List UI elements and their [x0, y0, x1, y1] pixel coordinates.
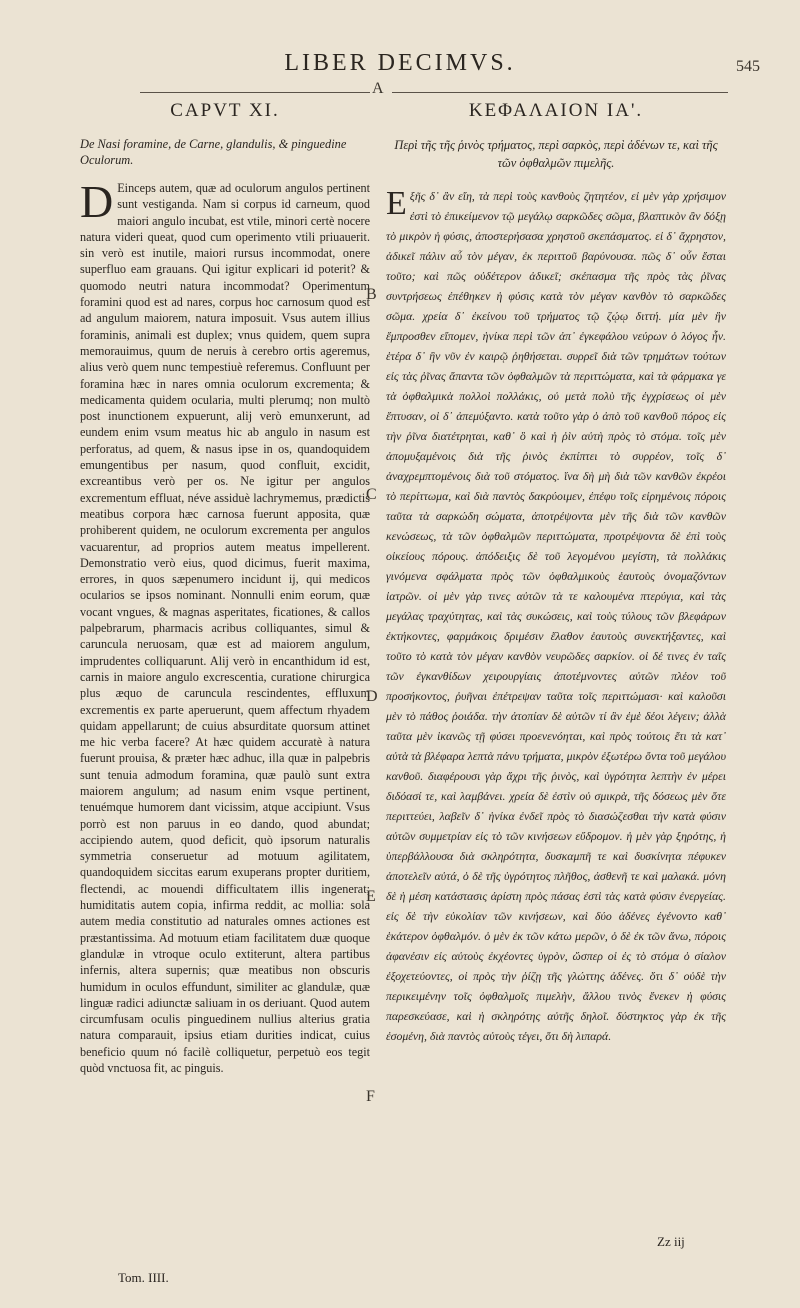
greek-dropcap: Ε: [386, 185, 407, 222]
greek-body-text: ξῆς δ᾽ ἂν εἴη, τὰ περὶ τοὺς κανθοὺς ζητητέον, εἰ μὲν γὰρ χρήσιμον ἐστὶ τὸ ἐπικείμενον τῷ μεγάλῳ σαρκῶδες σῶμα, βλαπτικὸν ἂν δόξῃ τὸ μικρὸν ἡ φύσις, ἀποστερήσασα χρηστοῦ σκεπάσματος. εἰ δ᾽ ἄχρηστον, ἀδικεῖ πάλιν αὖ τὸν μέγαν, ἐκ περιττοῦ βαρύνουσα. πῶς δ᾽ οὖν ἔσται τοῦτο; καὶ πῶς οὐδέτερον ἀδικεῖ; σκέπασμα τῆς πρὸς τὰς ῥῖνας συντρήσεως ἐπέθηκεν ἡ φύσις κατὰ τὸν μέγαν κανθὸν τὸ σαρκῶδες σῶμα. χρεία δ᾽ ἐκείνου τοῦ τρήματος τῷ ζῴῳ διττή. μία μὲν ἣν ἔμπροσθεν εἴπομεν, ἡνίκα περὶ τῶν ἀπ᾽ ἐγκεφάλου νεύρων ὁ λόγος ἦν. ἑτέρα δ᾽ ἣν νῦν ἐν καιρῷ ῥηθήσεται. συρρεῖ διὰ τῶν τρημάτων τούτων εἰς τὰς ῥῖνας ἅπαντα τῶν ὀφθαλμῶν τὰ περιττώματα, καὶ τὰ φάρμακα γε τὰ ὀφθαλμικὰ πολλοὶ πολλάκις, οὐ μετὰ πολὺ τῆς ἐγχρίσεως οἱ μὲν ἔπτυσαν, οἱ δ᾽ ἀπεμύξαντο. κατὰ τοῦτο γὰρ ὁ ἀπὸ τοῦ κανθοῦ πόρος εἰς τὴν ῥῖνα διατέτρηται, καθ᾽ ὃ καὶ ἡ ῥὶν αὐτὴ πρὸς τὸ στόμα. τοῖς μὲν ἀπομυξαμένοις διὰ τῆς ῥινὸς ἐκπίπτει τὸ συρρέον, τοῖς δ᾽ ἀναχρεμπτομένοις διὰ τοῦ στόματος. ἵνα δὴ μὴ διὰ τῶν κανθῶν ἐκρέοι τὸ περίττωμα, καὶ διὰ παντὸς δακρύοιμεν, ἐπέφυ τοῖς εἰρημένοις πόροις ταῦτα τὰ σαρκώδη σώματα, ἀποτρέψοντα μὲν τῆς διὰ τῶν κανθῶν κενώσεως, τὰ τῶν ὀφθαλμῶν περιττώματα, προτρέψοντα δὲ ἐπὶ τοὺς οἰκείους πόρους. ἀπόδειξις δὲ τοῦ λεγομένου μεγίστη, τὰ πολλάκις γινόμενα σφάλματα πρὸς τῶν ὀφθαλμικοὺς ἑαυτοὺς ὀνομαζόντων ἰατρῶν. οἱ μὲν γὰρ τινες αὐτῶν τὰ τε καλουμένα πτερύγια, καὶ τὰς μεγάλας τραχύτητας, καὶ τὰς συκώσεις, καὶ τοὺς τύλους τῶν βλεφάρων ἐκτήκοντες, φαρμάκοις δριμέσιν ἔλαθον ἑαυτοὺς συνεκτήξαντες, καὶ τοῦτο τὸ κατὰ τὸν μέγαν κανθὸν νευρῶδες σαρκίον. οἱ δέ τινες ἐν ταῖς τῶν ἐγκανθίδων χειρουργίαις ἀποτέμνοντες αὐτῶν πλέον τοῦ προσήκοντος, ῥυῆναι ἐπέτρεψαν ταῦτα τοῖς περιττώμασι· καὶ καλοῦσι μὲν τὸ πάθος ῥοιάδα. τὴν ἀτοπίαν δὲ αὐτῶν τί ἂν ἐμὲ δέοι λέγειν; ἀλλὰ ταῦτα μὲν ἱκανῶς τῇ φύσει προενενόηται, καὶ πρὸς τούτοις ἔτι τὰ κατ᾽ αὐτὰ τὰ βλέφαρα λεπτὰ πάνυ τρήματα, μικρὸν ἐξωτέρω ὄντα τοῦ μεγάλου κανθοῦ. διαφέρουσι γὰρ ἄχρι τῆς ῥινὸς, καὶ ὑγρότητα λεπτὴν ἐν μέρει διδόασί τε, καὶ λαμβάνει. χρεία δὲ ἐστὶν οὐ σμικρὰ, τῆς δόσεως μὲν ὅτε περιττεύει, λαβεῖν δ᾽ ἡνίκα ἐνδεῖ πρὸς τὸ διασώζεσθαι τὴν κατὰ φύσιν αὐτῶν συμμετρίαν εἰς τὸ τῶν κινήσεων εὔδρομον. ἡ μὲν γὰρ ξηρότης, ἡ ὑπερβάλλουσα διὰ σκληρότητα, δυσκαμπῆ τε καὶ δυσκίνητα πέφυκεν ἀποτελεῖν αὐτά, ὁ δὲ τῆς ὑγρότητος πλῆθος, ἀσθενῆ τε καὶ μαλακά. μόνη δὲ ἡ μέση κατάστασις ἀρίστη πρὸς πάσας ἐστὶ τὰς κατὰ φύσιν ἐνεργείας. εἰς δὲ τὴν εὐκολίαν τῶν κινήσεων, καὶ δύο ἀδένες ἐγένοντο καθ᾽ ἑκάτερον ὀφθαλμόν. ὁ μὲν ἐκ τῶν κάτω μερῶν, ὁ δὲ ἐκ τῶν ἄνω, πόροις ἀφανέσιν εἰς αὐτοὺς ἐκχέοντες ὑγρὸν, ὥσπερ οἱ ἐς τὸ στόμα ὁ σίαλον ἐξοχετεύοντες, οἱ πρὸς τὴν ῥίζῃ τῆς γλώττης ἀδένες. ὅτι δ᾽ οὐδὲ τὴν περικειμένην τοῖς ὀφθαλμοῖς πιμελὴν, ἄλλου τινὸς ἕνεκεν ἡ φύσις παρεσκεύασε, καὶ ἡ σκληρότης αὐτῆς δηλοῖ. δύστηκτος γὰρ ἐκ τῆς ἐσομένη, διὰ παντὸς αὐτοὺς τέγει, ὅτι δὴ λιπαρά.: [386, 189, 726, 1043]
running-title: LIBER DECIMVS.: [284, 50, 516, 76]
greek-subtitle: Περὶ τῆς τῆς ῥινὸς τρήματος, περὶ σαρκὸς, περὶ ἀδένων τε, καὶ τῆς τῶν ὀφθαλμῶν πιμελῆς.: [394, 138, 718, 170]
greek-chapter-title: ΚΕΦΑΛΑΙΟΝ ΙΑ'.: [468, 100, 644, 121]
latin-body-text: Einceps autem, quæ ad oculorum angulos pertinent sunt vestiganda. Nam si corpus id carneum, quod maiori angulo incubat, est vtile, minori certè nocere natura videri queat, quod cum operimento vtili priuauerit. sin verò est inutile, maiori rursus incommodat, onere superfluo eam grauans. Qui igitur explicari id poterit? & quomodo neutri natura incommodat? Operimentum foramini quod est ad nares, corpus hoc carnosum quod est ad angulum maiorem, natura imposuit. Vsus autem illius foraminis, animali est duplex; vnus quidem, quem supra memorauimus, quum de neruis à cerebro ortis ageremus, alius verò quem nunc tempestiuè referemus. Confluunt per foramina hæc in nares omnia oculorum excrementa; & medicamenta quidem ocularia, multi plerumq; non multò post inunctionem expuerunt, alij verò emunxerunt, ad eundem enim vsum meatus hic ab angulo in nasum est perforatus, ad quem, & nasus ipse in os, quandoquidem emungentibus per nasum, quod confluit, excidit, excreantibus verò per os. Ne igitur per angulos excrementum effluat, néve assiduè lachrymemus, prædictis meatibus corpora hæc carnosa fuerunt apposita, quæ prohiberent quidem, ne oculorum excrementa per angulos vacuarentur, ad proprios autem meatus impellerent. Demonstratio verò eius, quod dicimus, fuerit maxima, errores, in quos sæpenumero incidunt ij, qui medicos ocularios se ipsos nominant. Nonnulli enim eorum, quæ vocant vngues, & magnas asperitates, ficationes, & callos palpebrarum, pharmacis acribus colliquantes, simul & caruncula neruosam, quæ est ad maiorem angulum, imprudentes colliquarunt. Alij verò in encanthidum id est, carnis in maiore angulo excrescentia, curatione chirurgica plus æquo de caruncula rescindentes, effluxum excrementis ex parte aperuerunt, quem affectum rhyadem quidam appellarunt; de cuius absurditate quorsum attinet me hic verba facere? At hæc quidem accuratè à natura fuerunt prouisa, & præter hæc adhuc, illa quæ in palpebris sunt tenuia admodum foramina, quæ paulò sunt extra maiorem angulum; ad nasum enim vsque pertinent, tenuémque humorem dant vicissim, atque accipiunt. Vsus porrò est non paruus in eo dando, quod abundat; accipiendo autem, quod deficit, quò ipsorum naturalis symmetria conseruetur ad motuum agilitatem, quandoquidem siccitas earum exuperans propter duritiem, flectendi, ac mouendi difficultatem illis ingenerat; humiditatis autem copia, infirma reddit, ac mollia: sola autem media constitutio ad naturales omnes actiones est præstantissima. Ad motuum etiam facilitatem duæ quoque glandulæ in vtroque oculo extiterunt, altera partibus infernis, altera supernis; quæ meatibus non obscuris humidum in oculos effundunt, similiter ac glandulæ, quæ linguæ radici adiunctæ saliuam in os deriuant. Quod autem circumfusam oculis pinguedinem nullius alterius gratia natura comparauit, ipsius etiam durities indicat, cuius beneficio quum nó facilè colliquetur, perpetuò eos tegit quòd vnctuosa fit, ac pinguis.: [80, 181, 370, 1076]
header-rule-right: [392, 92, 728, 93]
volume-signature: Tom. IIII.: [118, 1270, 169, 1285]
margin-letter-e: E: [366, 888, 376, 905]
margin-letter-d: D: [366, 688, 378, 705]
gathering-signature: Zz iij: [657, 1234, 685, 1249]
latin-chapter-title: CAPVT XI.: [170, 100, 280, 121]
header-rule-left: [140, 92, 370, 93]
latin-dropcap: D: [80, 176, 114, 227]
margin-letter-c: C: [366, 486, 377, 503]
page-number: 545: [736, 58, 760, 75]
margin-letter-b: B: [366, 286, 377, 303]
greek-column: [386, 96, 726, 1046]
section-letter-a: A: [372, 80, 384, 97]
greek-body-paragraph: [386, 186, 726, 1046]
latin-column: [80, 96, 370, 1076]
latin-subtitle: De Nasi foramine, de Carne, glandulis, & pinguedine Oculorum.: [80, 137, 347, 167]
margin-letter-f: F: [366, 1088, 375, 1105]
latin-body-paragraph: [80, 176, 370, 1076]
